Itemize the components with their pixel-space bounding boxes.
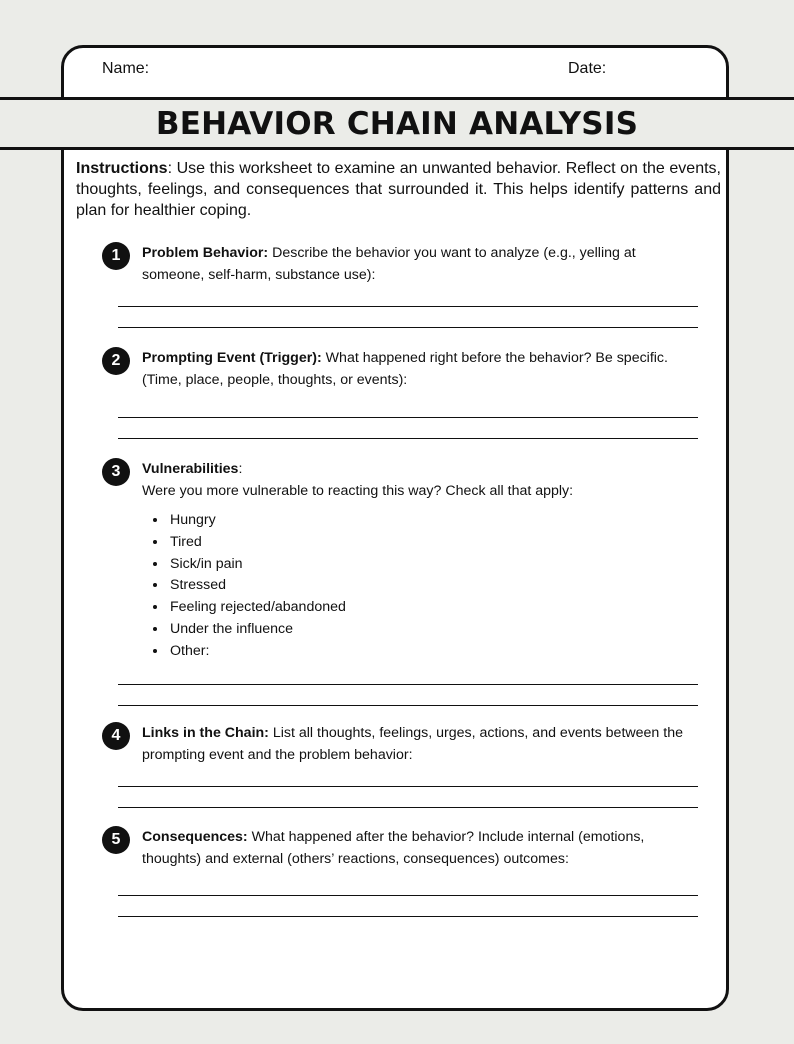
step-number-badge: 1	[102, 242, 130, 270]
list-item[interactable]: • Tired	[168, 532, 346, 554]
section-text: :	[238, 461, 243, 477]
list-item[interactable]: • Hungry	[168, 510, 346, 532]
vulnerability-list	[148, 510, 346, 663]
answer-line[interactable]	[118, 438, 698, 439]
answer-line[interactable]	[118, 786, 698, 787]
step-number-badge: 4	[102, 722, 130, 750]
section-prompt	[142, 722, 700, 766]
section-prompt	[142, 347, 700, 391]
page-title: BEHAVIOR CHAIN ANALYSIS	[155, 105, 639, 142]
list-item[interactable]: • Other:	[168, 641, 346, 663]
answer-line[interactable]	[118, 705, 698, 706]
section-heading: Links in the Chain:	[142, 725, 269, 741]
section-prompt	[142, 826, 700, 870]
answer-line[interactable]	[118, 306, 698, 307]
answer-line[interactable]	[118, 916, 698, 917]
section-heading: Prompting Event (Trigger):	[142, 350, 322, 366]
answer-line[interactable]	[118, 327, 698, 328]
section-subtext: Were you more vulnerable to reacting this way? Check all that apply:	[142, 483, 574, 499]
answer-line[interactable]	[118, 417, 698, 418]
section-text: List all thoughts, feelings, urges, actions, and events between the prompting event and the problem behavior:	[142, 725, 683, 763]
list-item[interactable]: • Feeling rejected/abandoned	[168, 597, 346, 619]
answer-line[interactable]	[118, 895, 698, 896]
instructions-text: : Use this worksheet to examine an unwanted behavior. Reflect on the events, thoughts, feelings, and consequences that surrounded it. This helps identify patterns and plan for healthier coping.	[76, 160, 721, 219]
section-heading: Consequences:	[142, 829, 248, 845]
section-heading: Vulnerabilities	[142, 461, 239, 477]
step-number-badge: 3	[102, 458, 130, 486]
date-label: Date:	[568, 60, 607, 77]
answer-line[interactable]	[118, 807, 698, 808]
answer-line[interactable]	[118, 684, 698, 685]
instructions	[76, 158, 721, 221]
section-heading: Problem Behavior:	[142, 245, 269, 261]
list-item[interactable]: • Stressed	[168, 575, 346, 597]
section-prompt	[142, 242, 700, 286]
step-number-badge: 5	[102, 826, 130, 854]
instructions-lead: Instructions	[76, 160, 168, 177]
list-item[interactable]: • Under the influence	[168, 619, 346, 641]
section-prompt	[142, 458, 700, 502]
name-label: Name:	[102, 60, 150, 77]
section-text: Describe the behavior you want to analyze (e.g., yelling at someone, self-harm, substance use):	[142, 245, 636, 283]
step-number-badge: 2	[102, 347, 130, 375]
list-item[interactable]: • Sick/in pain	[168, 554, 346, 576]
title-band	[0, 97, 794, 150]
section-text: What happened right before the behavior? Be specific. (Time, place, people, thoughts, or events):	[142, 350, 668, 388]
section-text: What happened after the behavior? Include internal (emotions, thoughts) and external (others’ reactions, consequences) outcomes:	[142, 829, 645, 867]
